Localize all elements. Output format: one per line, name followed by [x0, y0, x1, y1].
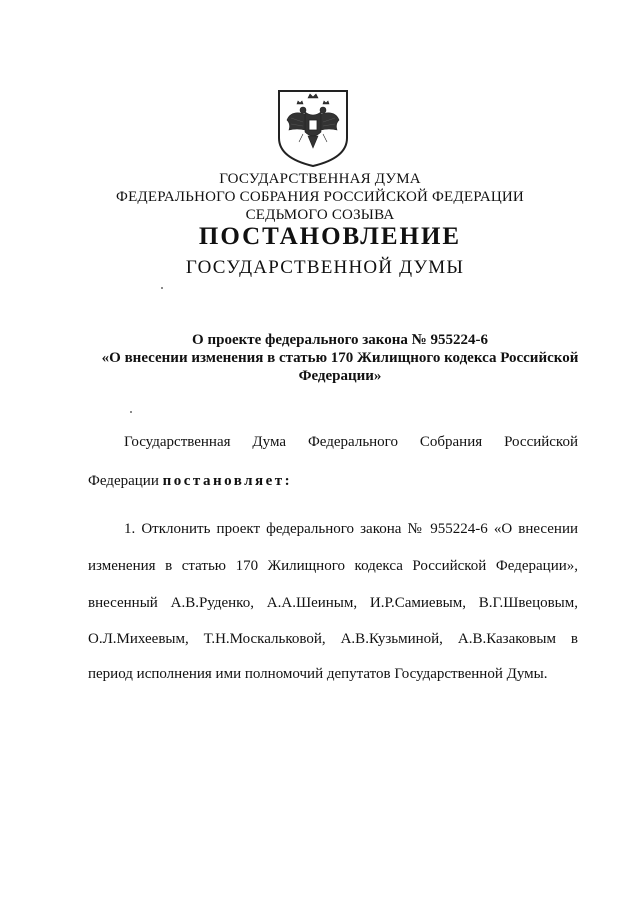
preamble-resolves: постановляет: — [162, 473, 293, 489]
preamble-line: Государственная Дума Федерального Собрания Российской — [124, 434, 578, 450]
draft-law-name-line: «О внесении изменения в статью 170 Жилищного кодекса Российской — [101, 350, 579, 366]
scan-speck — [161, 287, 163, 289]
preamble-prefix: Федерации — [88, 473, 163, 489]
document-title: ПОСТАНОВЛЕНИЕ — [198, 223, 462, 250]
header-line-duma: ГОСУДАРСТВЕННАЯ ДУМА — [219, 171, 421, 187]
item-line: О.Л.Михеевым, Т.Н.Москальковой, А.В.Кузьминой, А.В.Казаковым в — [88, 631, 578, 647]
header-line-convocation: СЕДЬМОГО СОЗЫВА — [245, 207, 395, 223]
scan-speck — [130, 411, 132, 413]
document-subtitle: ГОСУДАРСТВЕННОЙ ДУМЫ — [185, 257, 465, 278]
russian-coat-of-arms-icon — [275, 88, 351, 168]
item-line: период исполнения ими полномочий депутатов Государственной Думы. — [88, 666, 548, 682]
item-line: внесенный А.В.Руденко, А.А.Шеиным, И.Р.Самиевым, В.Г.Швецовым, — [88, 595, 578, 611]
item-line: 1. Отклонить проект федерального закона № 955224-6 «О внесении — [124, 521, 578, 537]
draft-law-number: О проекте федерального закона № 955224-6 — [192, 332, 488, 348]
preamble-line — [88, 472, 578, 490]
draft-law-name-end: Федерации» — [298, 368, 382, 384]
header-line-federal-assembly: ФЕДЕРАЛЬНОГО СОБРАНИЯ РОССИЙСКОЙ ФЕДЕРАЦИИ — [116, 189, 524, 205]
item-line: изменения в статью 170 Жилищного кодекса Российской Федерации», — [88, 558, 578, 574]
